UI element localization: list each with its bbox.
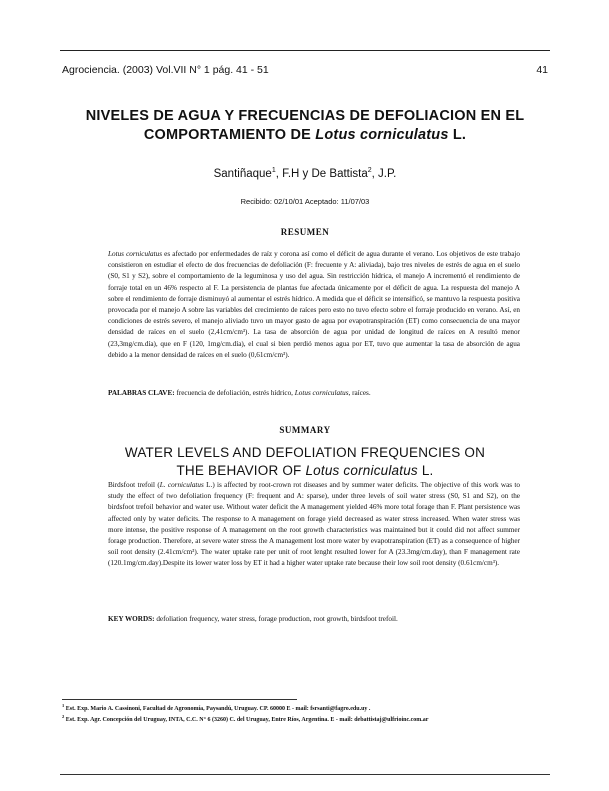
page-number: 41 bbox=[536, 64, 548, 76]
en-title-line-1: WATER LEVELS AND DEFOLIATION FREQUENCIES ON bbox=[124, 445, 486, 460]
received-accepted-dates: Recibido: 02/10/01 Aceptado: 11/07/03 bbox=[240, 197, 370, 206]
resumen-heading: RESUMEN bbox=[280, 227, 330, 237]
header-rule bbox=[60, 50, 550, 51]
title-line-1: NIVELES DE AGUA Y FRECUENCIAS DE DEFOLIACION EN EL bbox=[85, 108, 525, 124]
bottom-rule bbox=[60, 774, 550, 775]
footnote-2: $^2$ Est. Exp. Agr. Concepción del Uruguay, INTA, C.C. N° 6 (3260) C. del Uruguay, Entre Ríos, Argentina. E - mail: debattistaj@ulfrioinc.com.ar bbox=[62, 714, 429, 723]
footnote-1: $^1$ Est. Exp. Mario A. Cassinoni, Facultad de Agronomía, Paysandú, Uruguay. CP. 60000 E - mail: fsrsanti@fagro.edu.uy . bbox=[62, 703, 371, 712]
en-title-line-2: THE BEHAVIOR OF Lotus corniculatus L. bbox=[176, 463, 434, 478]
article-title-en bbox=[70, 444, 540, 480]
title-line-2: COMPORTAMIENTO DE Lotus corniculatus L. bbox=[143, 127, 467, 143]
footnote-rule bbox=[62, 699, 297, 700]
journal-citation: Agrociencia. (2003) Vol.VII N° 1 pág. 41 - 51 bbox=[62, 64, 269, 76]
article-title-es bbox=[70, 107, 540, 145]
palabras-clave: PALABRAS CLAVE: frecuencia de defoliación, estrés hídrico, Lotus corniculatus, raíces. bbox=[108, 389, 371, 397]
en-title-species: Lotus corniculatus bbox=[305, 463, 418, 478]
authors: Santiñaque$^1$, F.H y De Battista$^2$, J.P. bbox=[213, 167, 397, 180]
running-head bbox=[62, 64, 548, 76]
title-species: Lotus corniculatus bbox=[315, 127, 449, 143]
resumen-text: Lotus corniculatus es afectado por enfermedades de raíz y corona así como el déficit de agua durante el verano. Los objetivos de este trabajo consistieron en estudiar el efecto de dos frecuencias de defoliación (F: frecuente y A: aliviada), bajo tres niveles de estrés de agua en el suelo (S0, S1 y S2), sobre el comportamiento de la leguminosa y uso del agua. Sin restricción hídrica, el manejo A incrementó el rendimiento de forraje total en un 46% respecto al F. La persistencia de plantas fue afectada únicamente por el déficit de agua. La respuesta del manejo A sobre el rendimiento de forraje disminuyó al aumentar el estrés hídrico. A medida que el déficit se intensificó, se mantuvo la respuesta positiva provocada por el manejo A sobre las variables del crecimiento de raíces pero esto no tuvo efecto sobre el forraje producido en verano. Así, en condiciones de estrés severo, el manejo aliviado tuvo un mayor gasto de agua por evapotranspiración (ET) como consecuencia de una mayor densidad de raíces en el suelo (2,41cm/cm³). La tasa de absorción de agua por unidad de longitud de raíces en A resultó menor (23,3mg/cm.día), que en F (120, 1mg/cm.día), el cual si bien perdió menos agua por ET, tuvo que aumentar la tasa de absorción de agua debido a la menor densidad de raíces en el suelo (0,61cm/cm³). bbox=[108, 250, 520, 359]
summary-text: Birdsfoot trefoil (L. corniculatus L.) is affected by root-crown rot diseases and by summer water deficits. The objective of this work was to study the effect of two defoliation frequency (F: frequent and A: sparse), under three levels of soil water stress (S0, S1 and S2), on the birdsfoot trefoil behavior and water use. Without water deficit the A management yielded 46% more total forage than F. Plant persistence was affected only by water deficits. The response to A management on forage yield decreased as water stress increased. When water stress was more intense, the positive response of A management on the root growth characteristics was maintained but it could did not affect summer forage production. Therefore, at severe water stress the A management lost more water by evapotranspiration (ET) as a consequence of higher soil root density (2.41cm/cm³). The water uptake rate per unit of root lenght resulted lower for A (23.3mg/cm.day), than F management rate (120.1mg/cm.day).Despite its lower water loss by ET it had a higher water uptake rate because their low soil root density (0.61cm/cm³). bbox=[108, 481, 520, 568]
key-words: KEY WORDS: defoliation frequency, water stress, forage production, root growth, birdsfoot trefoil. bbox=[108, 615, 398, 623]
summary-heading: SUMMARY bbox=[279, 425, 331, 435]
